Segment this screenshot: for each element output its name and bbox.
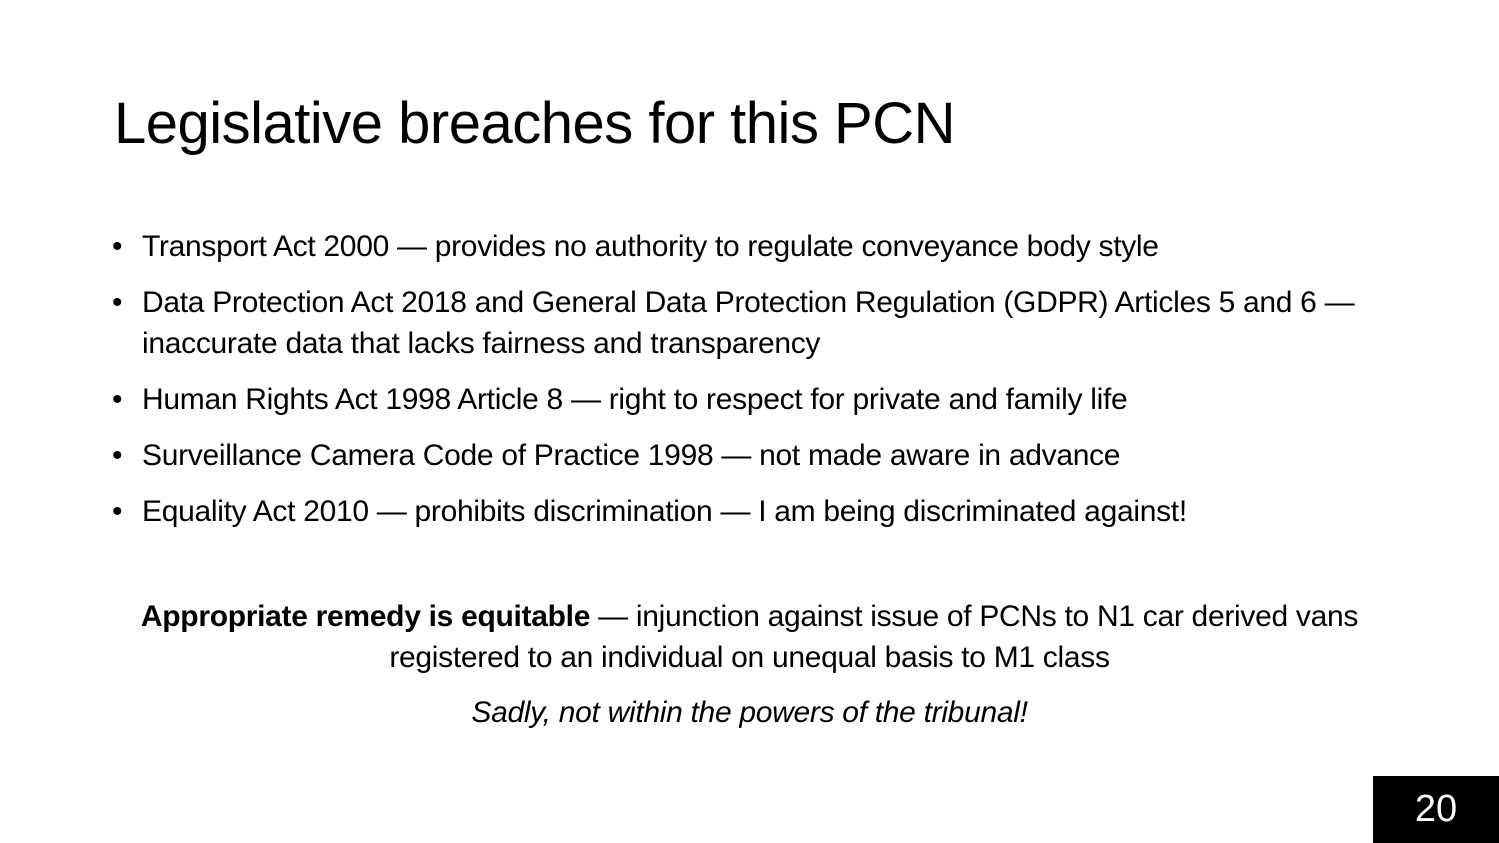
bullet-icon: • (112, 495, 123, 528)
bullet-item-transport-act (112, 226, 1402, 267)
slide-title: Legislative breaches for this PCN (114, 91, 956, 156)
bullet-icon: • (112, 230, 123, 263)
bullet-text: Transport Act 2000 — provides no authority to regulate conveyance body style (142, 230, 1159, 263)
remedy-text: — injunction against issue of PCNs to N1 car derived vans registered to an individual on unequal basis to M1 class (389, 600, 1359, 674)
bullet-icon: • (112, 383, 123, 416)
bullet-item-data-protection-act (112, 282, 1402, 364)
page-number: 20 (1373, 776, 1499, 843)
bullet-item-surveillance-code (112, 435, 1402, 476)
remedy-paragraph (100, 596, 1399, 678)
bullet-text: Surveillance Camera Code of Practice 1998 — not made aware in advance (142, 439, 1121, 472)
bullet-icon: • (112, 286, 123, 319)
tribunal-note: Sadly, not within the powers of the tribunal! (471, 696, 1028, 729)
bullet-item-human-rights-act (112, 379, 1402, 420)
remedy-lead: Appropriate remedy is equitable (140, 600, 591, 633)
bullet-text: Data Protection Act 2018 and General Data Protection Regulation (GDPR) Articles 5 and 6 — inaccurate data that lacks fairness and transparency (142, 286, 1355, 360)
bullet-icon: • (112, 439, 123, 472)
bullet-text: Equality Act 2010 — prohibits discrimination — I am being discriminated against! (142, 495, 1187, 528)
bullet-list (112, 226, 1402, 547)
bullet-text: Human Rights Act 1998 Article 8 — right to respect for private and family life (142, 383, 1128, 416)
bullet-item-equality-act (112, 491, 1402, 532)
